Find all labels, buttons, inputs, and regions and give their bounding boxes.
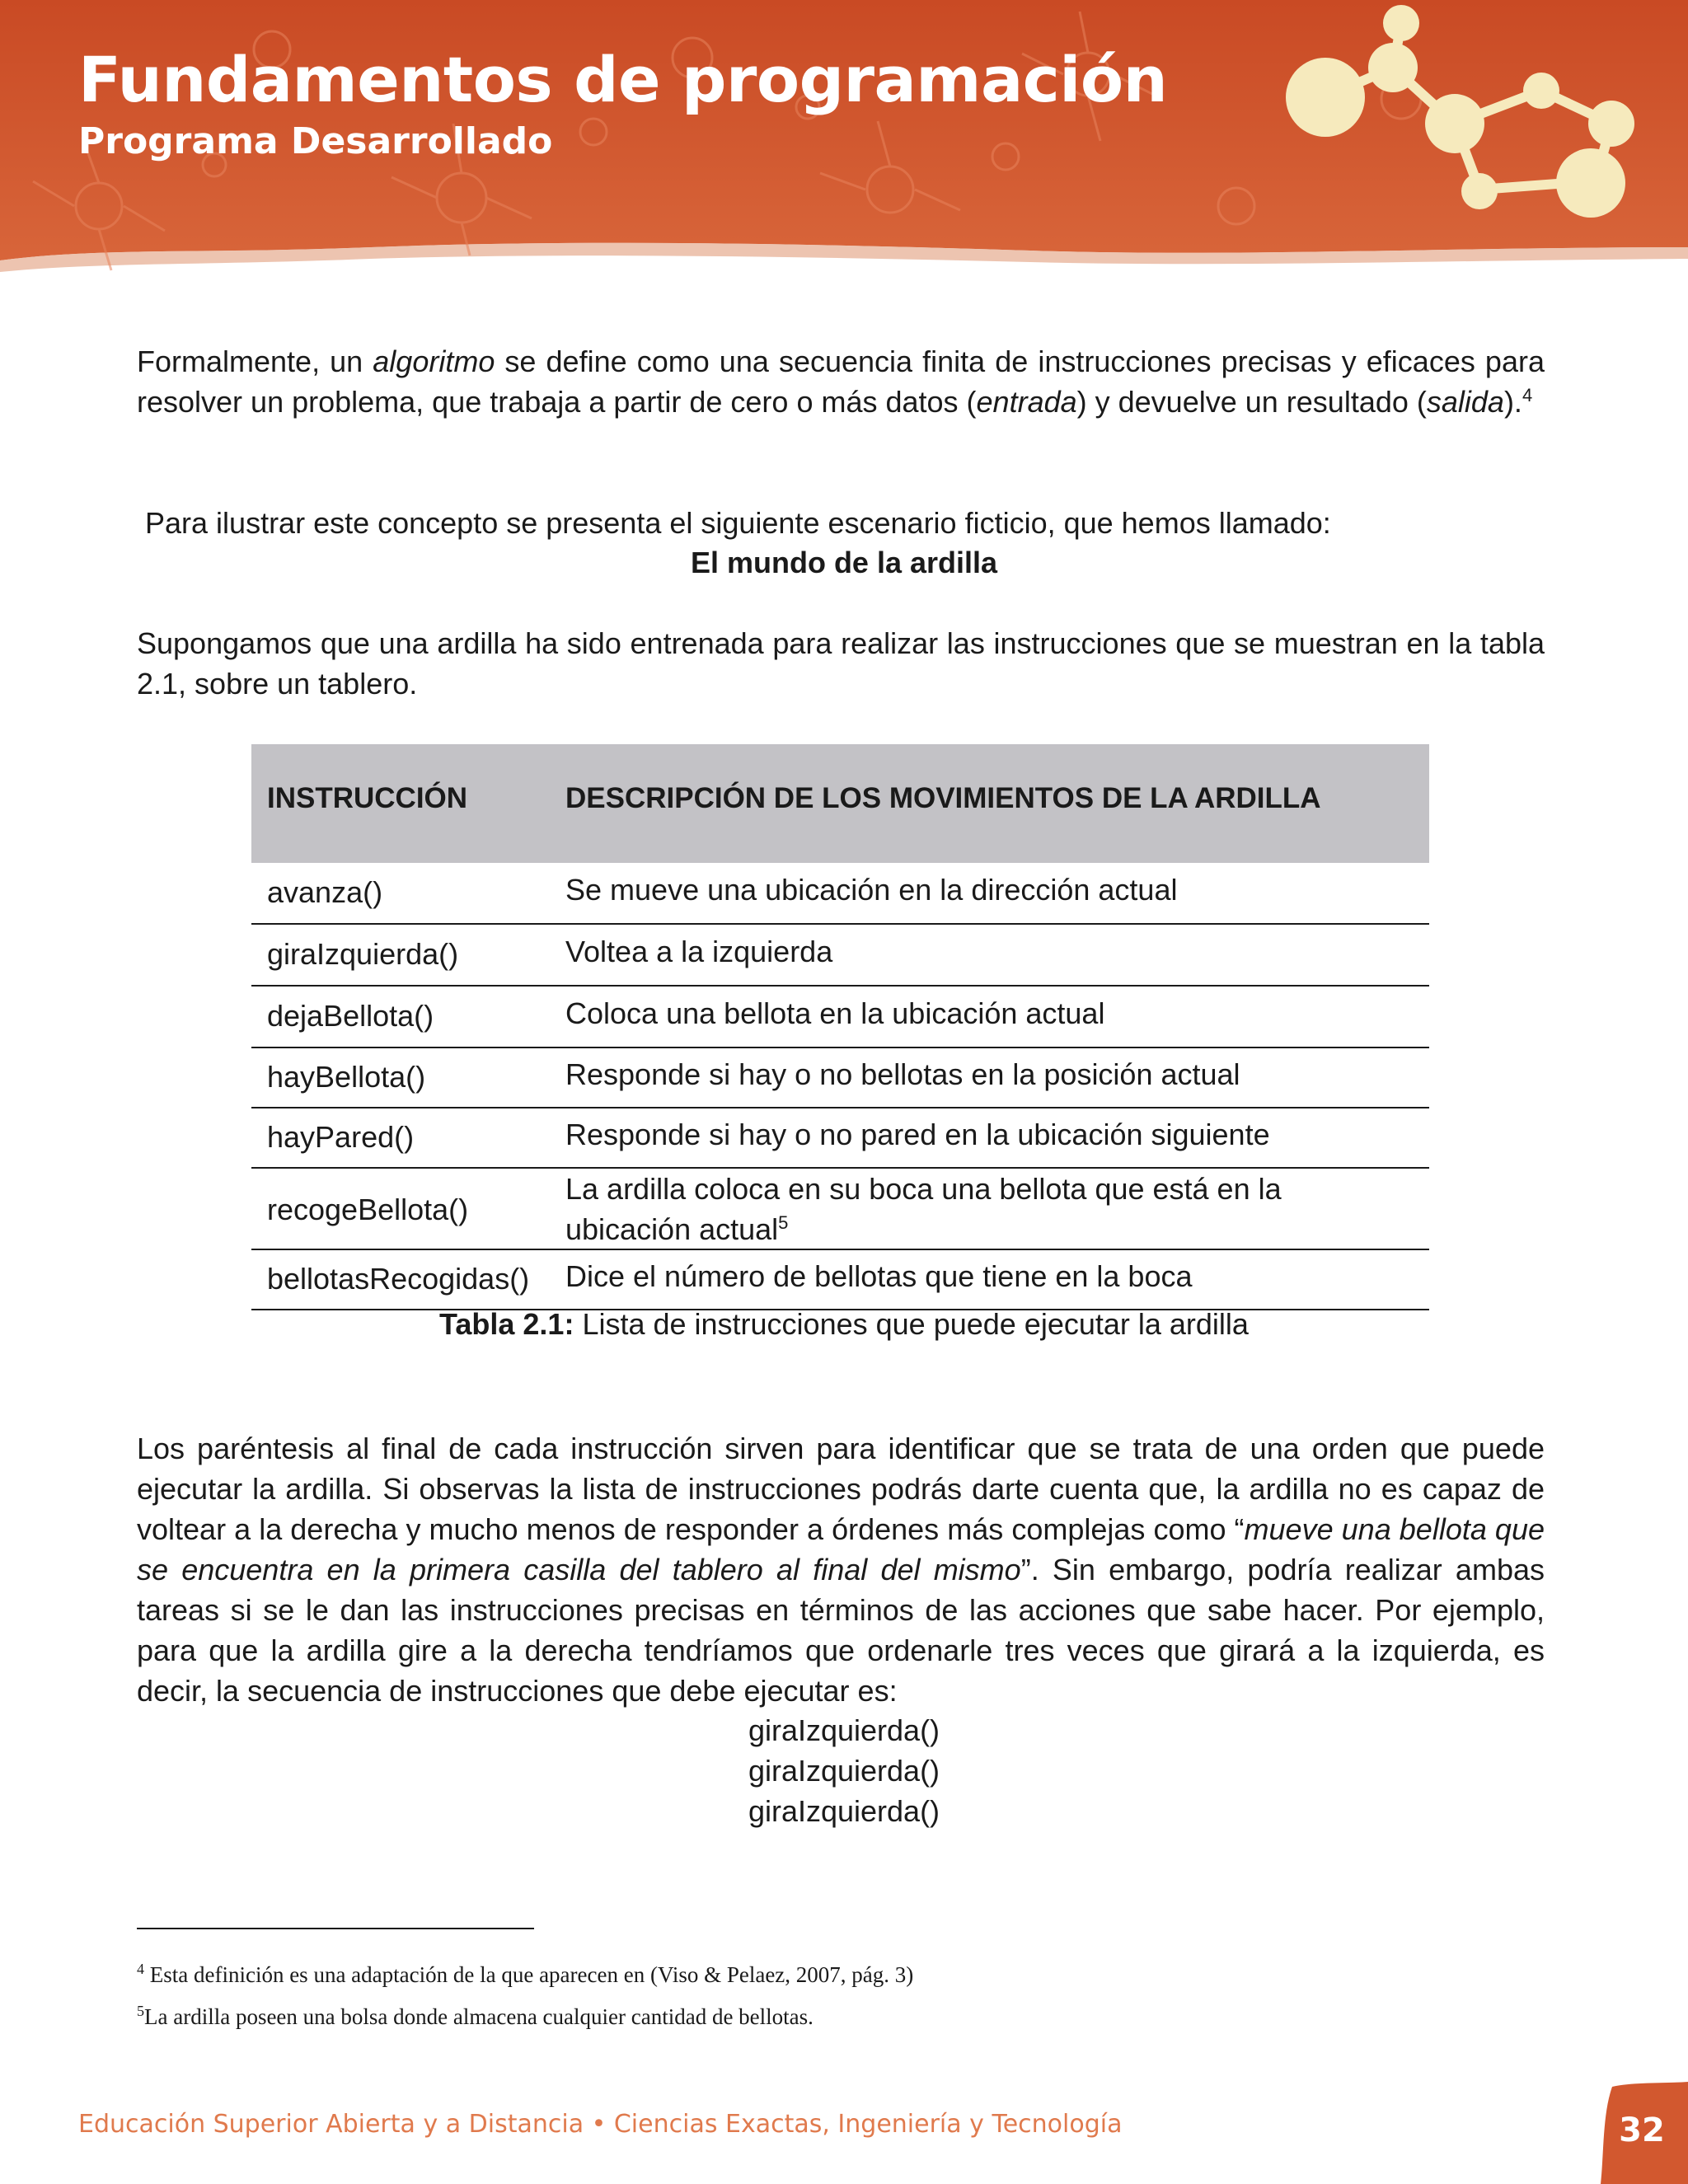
footnote-text: Esta definición es una adaptación de la que aparecen en (Viso & Pelaez, 2007, pág. 3) — [144, 1962, 914, 1987]
page-number: 32 — [1619, 2111, 1665, 2149]
column-header-description: DESCRIPCIÓN DE LOS MOVIMIENTOS DE LA ARDILLA — [565, 782, 1321, 814]
scenario-title: El mundo de la ardilla — [690, 546, 998, 579]
caption-label: Tabla 2.1: — [439, 1307, 574, 1341]
cell-description: Voltea a la izquierda — [565, 935, 833, 968]
code-line: giraIzquierda() — [748, 1713, 940, 1747]
cell-instruction: hayPared() — [267, 1120, 415, 1154]
document-title: Fundamentos de programación — [78, 43, 1168, 116]
quoted-instruction: mueve una bellota que se encuentra en la primera casilla del tablero al final del mismo — [137, 1512, 1545, 1586]
cell-instruction: hayBellota() — [267, 1060, 426, 1094]
table-row — [251, 1250, 1429, 1310]
table-row — [251, 987, 1429, 1048]
table-row — [251, 1048, 1429, 1108]
cell-description-text: La ardilla coloca en su boca una bellota que está en la ubicación actual — [565, 1172, 1282, 1246]
text-run: ”. Sin embargo, podría realizar ambas tareas si se le dan las instrucciones precisas en términos de las acciones que sabe hacer. Por ejemplo, para que la ardilla gire a la derecha tendríamos que ordenarle tres veces que girará a la izquierda, es decir, la secuencia de instrucciones que debe ejecutar es: — [137, 1553, 1545, 1708]
cell-description: Responde si hay o no pared en la ubicación siguiente — [565, 1118, 1270, 1151]
term-entrada: entrada — [976, 385, 1077, 419]
column-header-instruction: INSTRUCCIÓN — [267, 782, 468, 814]
term-algoritmo: algoritmo — [373, 344, 495, 378]
text-run: Formalmente, un — [137, 344, 373, 378]
text-run: ). — [1503, 385, 1522, 419]
footnote-ref-5[interactable]: 5 — [778, 1212, 789, 1233]
footnote-separator — [137, 1928, 534, 1929]
table-header — [251, 744, 1429, 863]
footnote-mark: 4 — [137, 1961, 144, 1977]
footnote-5 — [137, 2004, 814, 2030]
cell-description: Se mueve una ubicación en la dirección actual — [565, 873, 1178, 907]
cell-instruction: dejaBellota() — [267, 999, 434, 1033]
table-row — [251, 863, 1429, 925]
paragraph-algorithm-definition — [137, 341, 1545, 422]
text-run: ) y devuelve un resultado ( — [1076, 385, 1427, 419]
instructions-table — [251, 744, 1429, 1310]
cell-description: Responde si hay o no bellotas en la posición actual — [565, 1057, 1240, 1091]
code-line: giraIzquierda() — [748, 1754, 940, 1788]
footnote-4 — [137, 1962, 913, 1988]
paragraph-squirrel-setup: Supongamos que una ardilla ha sido entrenada para realizar las instrucciones que se muestran en la tabla 2.1, sobre un tablero. — [137, 626, 1545, 701]
term-salida: salida — [1426, 385, 1504, 419]
cell-instruction: bellotasRecogidas() — [267, 1262, 530, 1296]
cell-instruction: recogeBellota() — [267, 1193, 469, 1226]
footnote-ref-4[interactable]: 4 — [1522, 385, 1533, 405]
table-caption — [0, 1307, 1688, 1342]
caption-text: Lista de instrucciones que puede ejecutar la ardilla — [574, 1307, 1249, 1341]
paragraph-scenario-intro: Para ilustrar este concepto se presenta el siguiente escenario ficticio, que hemos llamado: — [137, 506, 1331, 540]
table-row — [251, 1108, 1429, 1169]
header-banner — [0, 0, 1688, 284]
cell-description: Coloca una bellota en la ubicación actual — [565, 996, 1105, 1030]
table-row — [251, 1169, 1429, 1250]
cell-instruction: avanza() — [267, 875, 383, 909]
document-subtitle: Programa Desarrollado — [78, 120, 553, 162]
cell-description — [565, 1169, 1414, 1249]
code-line: giraIzquierda() — [748, 1794, 940, 1828]
footer-institution: Educación Superior Abierta y a Distancia • Ciencias Exactas, Ingeniería y Tecnología — [78, 2110, 1123, 2139]
table-row — [251, 925, 1429, 987]
cell-description: Dice el número de bellotas que tiene en la boca — [565, 1259, 1193, 1293]
footnote-text: La ardilla poseen una bolsa donde almacena cualquier cantidad de bellotas. — [144, 2004, 814, 2029]
text-run: se define como una secuencia finita de instrucciones precisas y eficaces para resolver un problema, que trabaja a partir de cero o más datos ( — [137, 344, 1545, 419]
cell-instruction: giraIzquierda() — [267, 937, 459, 971]
text-run: Los paréntesis al final de cada instrucción sirven para identificar que se trata de una orden que puede ejecutar la ardilla. Si observas la lista de instrucciones podrás darte cuenta que, la ardilla no es capaz de voltear a la derecha y mucho menos de responder a órdenes más complejas como “ — [137, 1432, 1545, 1546]
footnote-mark: 5 — [137, 2003, 144, 2019]
paragraph-parentheses-explanation — [137, 1428, 1545, 1711]
